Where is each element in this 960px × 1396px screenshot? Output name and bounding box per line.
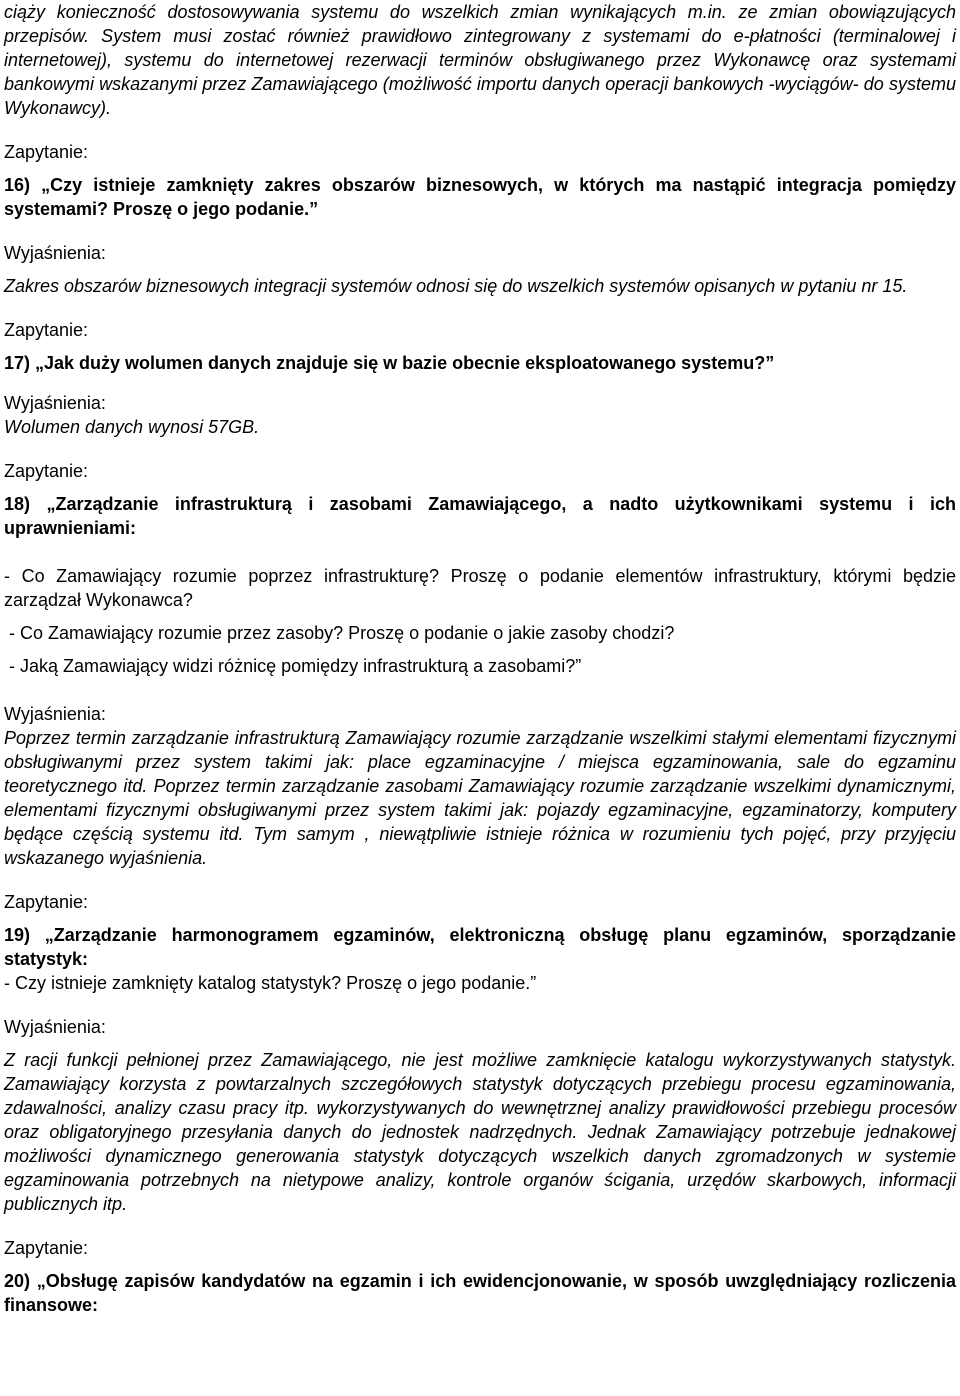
question-label-16: Zapytanie: [4, 142, 89, 162]
answer-16-text: Zakres obszarów biznesowych integracji systemów odnosi się do wszelkich systemów opisanych w pytaniu nr 15. [4, 276, 908, 296]
question-18-item-1: - Co Zamawiający rozumie poprzez infrastrukturę? Proszę o podanie elementów infrastruktury, którymi będzie zarządzał Wykonawca? [4, 566, 956, 610]
question-label-20: Zapytanie: [4, 1238, 89, 1258]
answer-19-text: Z racji funkcji pełnionej przez Zamawiającego, nie jest możliwe zamknięcie katalogu wykorzystywanych statystyk. Zamawiający korzysta z powtarzalnych szczegółowych statystyk dotyczących przebiegu procesu egzaminowania, zdawalności, analizy czasu pracy itp. wykorzystywanych do wewnętrznej analizy prawidłowości przebiegu procesów oraz obligatoryjnego przesyłania danych do jednostek nadrzędnych. Jednak Zamawiający potrzebuje jednakowej możliwości dynamicznego generowania statystyk dotyczących wszelkich danych zgromadzonych w systemie egzaminowania potrzebnych na nietypowe analizy, kontrole organów ścigania, urzędów skarbowych, informacji publicznych itp. [4, 1050, 956, 1214]
document-content [4, 0, 956, 1317]
answer-label-16: Wyjaśnienia: [4, 243, 106, 263]
question-label-18: Zapytanie: [4, 461, 89, 481]
intro-paragraph: ciąży konieczność dostosowywania systemu do wszelkich zmian wynikających m.in. ze zmian obowiązujących przepisów. System musi zostać również prawidłowo zintegrowany z systemami do e-płatności (terminalowej i internetowej), systemu do internetowej rezerwacji terminów obsługiwanego przez Wykonawcę oraz systemami bankowymi wskazanymi przez Zamawiającego (możliwość importu danych operacji bankowych -wyciągów- do systemu Wykonawcy). [4, 2, 956, 118]
question-18-item-3: - Jaką Zamawiający widzi różnicę pomiędzy infrastrukturą a zasobami?” [4, 656, 582, 676]
answer-label-17: Wyjaśnienia: [4, 393, 106, 413]
question-17-text: 17) „Jak duży wolumen danych znajduje się w bazie obecnie eksploatowanego systemu?” [4, 353, 775, 373]
answer-label-19: Wyjaśnienia: [4, 1017, 106, 1037]
question-label-17: Zapytanie: [4, 320, 89, 340]
question-19-item-1: - Czy istnieje zamknięty katalog statystyk? Proszę o jego podanie.” [4, 973, 537, 993]
answer-17-text: Wolumen danych wynosi 57GB. [4, 417, 260, 437]
answer-18-text: Poprzez termin zarządzanie infrastrukturą Zamawiający rozumie zarządzanie wszelkimi stałymi elementami fizycznymi obsługiwanymi przez system takimi jak: place egzaminacyjne / miejsca egzaminowania, sale do egzaminu teoretycznego itd. Poprzez termin zarządzanie zasobami Zamawiający rozumie zarządzanie wszelkimi dynamicznymi, elementami fizycznymi obsługiwanymi przez system takimi jak: pojazdy egzaminacyjne, egzaminatorzy, komputery będące częścią systemu itd. Tym samym , niewątpliwie istnieje różnica w rozumieniu tych pojęć, przy przyjęciu wskazanego wyjaśnienia. [4, 728, 956, 868]
question-16-text: 16) „Czy istnieje zamknięty zakres obszarów biznesowych, w których ma nastąpić integracja pomiędzy systemami? Proszę o jego podanie.” [4, 175, 956, 219]
question-18-text: 18) „Zarządzanie infrastrukturą i zasobami Zamawiającego, a nadto użytkownikami systemu i ich uprawnieniami: [4, 494, 956, 538]
question-19-text: 19) „Zarządzanie harmonogramem egzaminów, elektroniczną obsługę planu egzaminów, sporządzanie statystyk: [4, 925, 956, 969]
question-18-item-2: - Co Zamawiający rozumie przez zasoby? Proszę o podanie o jakie zasoby chodzi? [4, 623, 675, 643]
question-label-19: Zapytanie: [4, 892, 89, 912]
question-20-text: 20) „Obsługę zapisów kandydatów na egzamin i ich ewidencjonowanie, w sposób uwzględniający rozliczenia finansowe: [4, 1271, 956, 1315]
answer-label-18: Wyjaśnienia: [4, 704, 106, 724]
